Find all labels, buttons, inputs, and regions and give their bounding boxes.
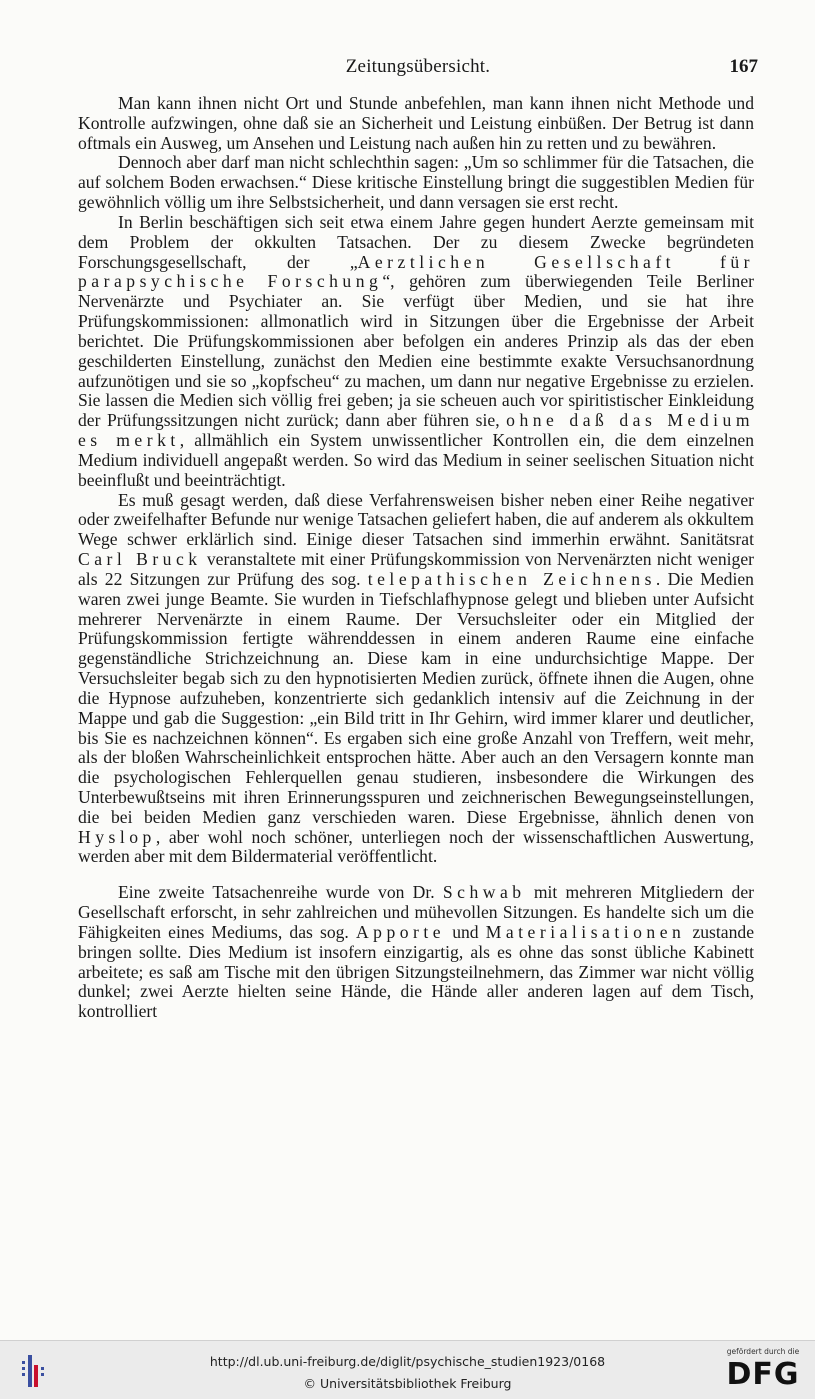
page-number: 167 — [729, 56, 758, 77]
paragraph-text: mit mehreren Mitgliedern der Gesellschaft erforscht, in sehr zahlreichen und mühevollen Sitzungen. Es handelte sich um die Fähigkeiten eines Mediums, das sog. — [78, 882, 754, 942]
paragraph-text: , aber wohl noch schöner, unterliegen noch der wissenschaftlichen Auswertung, werden aber mit dem Bildermaterial veröffentlicht. — [78, 826, 754, 867]
paragraph-text: . Die Medien waren zwei junge Beamte. Sie wurden in Tiefschlafhypnose gelegt und blieben unter Aufsicht mehrerer Nervenärzte in einem Raume. Der Versuchsleiter oder ein Mitglied der Prüfungskommission fertigte währenddessen in einem anderen Raume eine einfache gegenständliche Strichzeichnung an. Diese kam in eine undurchsichtige Mappe. Der Versuchsleiter begab sich zu den hypnotisierten Medien zurück, öffnete ihnen die Augen, ohne die Hypnose aufzuheben, konzentrierte sich gedanklich intensiv auf die Zeichnung in der Mappe und gab die Suggestion: „ein Bild tritt in Ihr Gehirn, wird immer klarer und deutlicher, bis Sie es nachzeichnen können“. Es ergaben sich eine große Anzahl von Treffern, weit mehr, als der bloßen Wahrscheinlichkeit entsprochen hätte. Aber auch an den Versagern konnte man die psychologischen Fehlerquellen genau studieren, insbesondere die Wirkungen des Unterbewußtseins mit ihren Erinnerungsspuren und zeichnerischen Bewegungseinstellungen, die bei beiden Medien ganz verschieden waren. Diese Ergebnisse, ähnlich denen von — [78, 568, 754, 827]
paragraph-text: , allmählich ein System unwissentlicher Kontrollen ein, die dem einzelnen Medium individuell angepaßt werden. So wird das Medium in seiner seelischen Situation nicht beeinflußt und beeinträchtigt. — [78, 430, 755, 490]
emphasized-spaced-text: Apporte — [355, 921, 446, 942]
emphasized-spaced-text: ohne daß das Medium es merkt — [78, 410, 754, 451]
emphasized-spaced-text: Hyslop — [78, 826, 156, 847]
paragraph-text: Dennoch aber darf man nicht schlechthin sagen: „Um so schlimmer für die Tatsachen, die auf solchem Boden erwachsen.“ Diese kritische Einstellung bringt die suggestiblen Medien für gewöhnlich völlig um ihre Selbstsicherheit, und dann versagen sie erst recht. — [78, 152, 754, 213]
emphasized-spaced-text: Materialisationen — [485, 921, 686, 942]
dfg-sponsor-logo[interactable] — [718, 1347, 808, 1395]
paragraph-text: Es muß gesagt werden, daß diese Verfahrensweisen bisher neben einer Reihe negativer oder zweifelhafter Befunde nur wenige Tatsachen geliefert haben, die auf anderem als okkultem Wege schwer erklärlich sind. Einige dieser Tatsachen sind immerhin erwähnt. Sanitätsrat — [78, 489, 754, 550]
paragraph-text: und — [445, 921, 486, 942]
emphasized-spaced-text: telepathischen Zeichnens — [367, 568, 656, 589]
paragraph-text: “, gehören zum überwiegenden Teile Berliner Nervenärzte und Psychiater an. Sie verfügt über Medien, und sie hat ihre Prüfungskommissionen: allmonatlich wird in Sitzungen über die Ergebnisse der Arbeit berichtet. Die Prüfungskommissionen aber befolgen ein anderes Prinzip als das der eben geschilderten Einstellung, zunächst den Medien eine bestimmte exakte Versuchsanordnung aufzunötigen und sie so „kopfscheu“ zu machen, um dann nur negative Ergebnisse zu erzielen. Sie lassen die Medien sich völlig frei geben; ja sie scheuen auch vor spiritistischer Einkleidung der Prüfungssitzungen nicht zurück; dann aber führen sie, — [78, 271, 754, 431]
viewer-footer — [0, 1340, 815, 1399]
copyright-notice: © Universitätsbibliothek Freiburg — [303, 1376, 512, 1391]
paragraph-text: veranstaltete mit einer Prüfungskommission von Nervenärzten nicht weniger als 22 Sitzungen zur Prüfung des sog. — [78, 549, 754, 589]
paragraph — [78, 883, 754, 1022]
document-url-link[interactable]: http://dl.ub.uni-freiburg.de/diglit/psychische_studien1923/0168 — [209, 1354, 606, 1369]
body-text — [78, 94, 754, 1022]
paragraph — [78, 94, 754, 153]
paragraph — [78, 213, 754, 491]
paragraph-text: Eine zweite Tatsachenreihe wurde von Dr. — [118, 882, 443, 903]
paragraph-text: In Berlin beschäftigen sich seit etwa einem Jahre gegen hundert Aerzte gemeinsam mit dem Problem der okkulten Tatsachen. Der zu diesem Zwecke begründeten Forschungsgesellschaft, der „ — [78, 211, 754, 272]
emphasized-spaced-text: Carl Bruck — [78, 549, 202, 570]
dfg-mark: DFG — [726, 1357, 800, 1392]
sponsor-caption: gefördert durch die — [726, 1347, 800, 1356]
page-header — [78, 56, 758, 82]
paragraph — [78, 491, 754, 868]
paragraph-text: Man kann ihnen nicht Ort und Stunde anbefehlen, man kann ihnen nicht Methode und Kontrolle aufzwingen, ohne daß sie an Sicherheit und Leistung einbüßen. Der Betrug ist dann oftmals ein Ausweg, um Ansehen und Leistung nach außen hin zu retten und zu bewähren. — [78, 93, 754, 153]
emphasized-spaced-text: Schwab — [442, 882, 526, 903]
emphasized-spaced-text: Aerztlichen Gesellschaft für parapsychische Forschung — [78, 251, 754, 292]
running-title: Zeitungsübersicht. — [345, 56, 491, 77]
paragraph-text: zustande bringen sollte. Dies Medium ist insofern einzigartig, als es ohne das sonst übliche Kabinett arbeitete; es saß am Tische mit den übrigen Sitzungsteilnehmern, das Zimmer war nicht völlig dunkel; zwei Aerzte hielten seine Hände, die Hände aller anderen lagen auf dem Tisch, kontrolliert — [78, 921, 755, 1022]
paragraph — [78, 153, 754, 212]
